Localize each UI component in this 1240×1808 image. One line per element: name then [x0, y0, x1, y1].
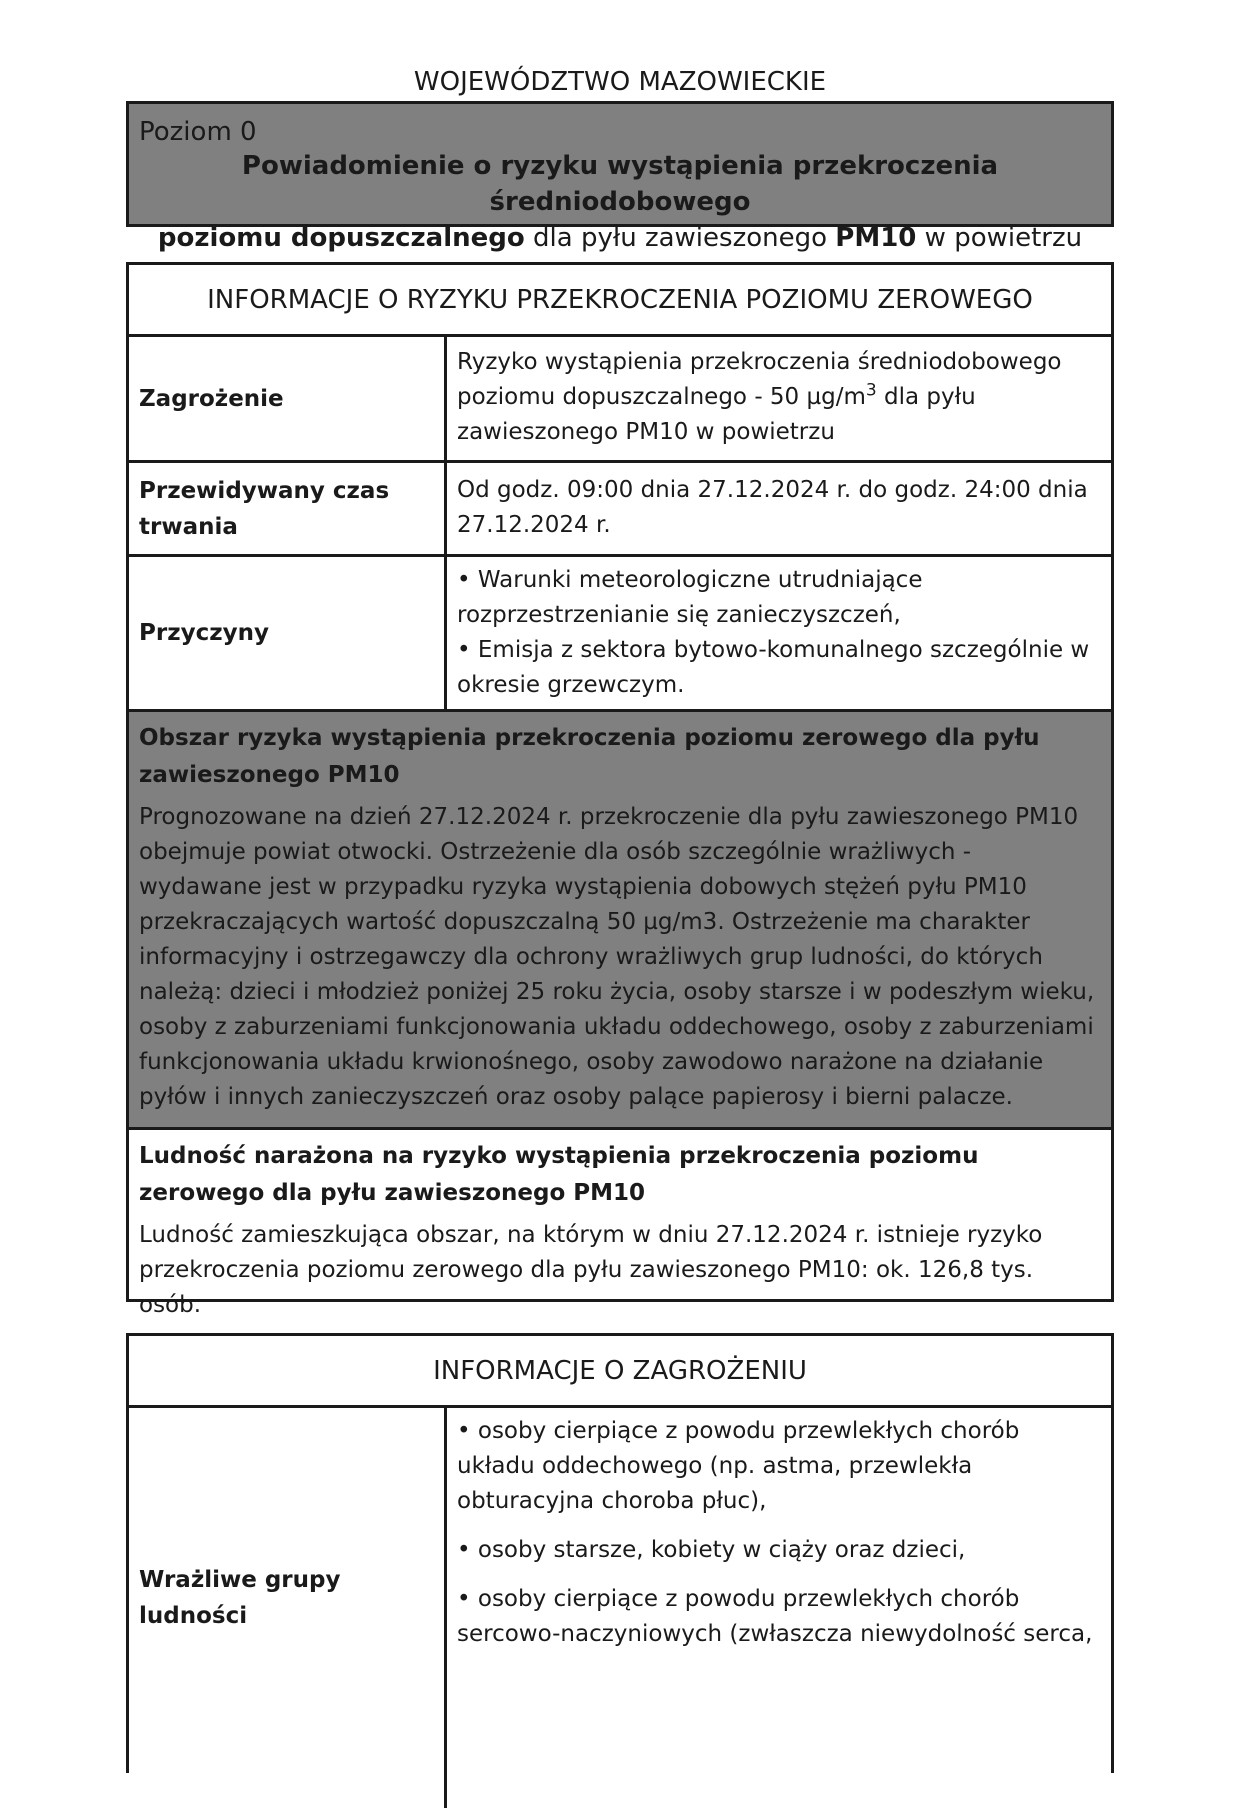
threat-value	[447, 337, 1111, 460]
group-item: • osoby cierpiące z powodu przewlekłych chorób układu oddechowego (np. astma, przewlekła obturacyjna choroba płuc),	[457, 1418, 1020, 1514]
alert-desc-part2: dla pyłu zawieszonego	[533, 223, 828, 253]
duration-row	[129, 463, 1111, 557]
threat-label: Zagrożenie	[129, 337, 447, 460]
sensitive-groups-list	[447, 1408, 1111, 1808]
duration-value: Od godz. 09:00 dnia 27.12.2024 r. do godz. 24:00 dnia 27.12.2024 r.	[457, 477, 1088, 538]
risk-area-text: Prognozowane na dzień 27.12.2024 r. przekroczenie dla pyłu zawieszonego PM10 obejmuje powiat otwocki. Ostrzeżenie dla osób szczególnie wrażliwych - wydawane jest w przypadku ryzyka wystąpienia dobowych stężeń pyłu PM10 przekraczających wartość dopuszczalną 50 µg/m3. Ostrzeżenie ma charakter informacyjny i ostrzegawczy dla ochrony wrażliwych grup ludności, do których należą: dzieci i młodzież poniżej 25 roku życia, osoby starsze i w podeszłym wieku, osoby z zaburzeniami funkcjonowania układu oddechowego, osoby z zaburzeniami funkcjonowania układu krwionośnego, osoby zawodowo narażone na działanie pyłów i innych zanieczyszczeń oraz osoby palące papierosy i bierni palacze.	[139, 804, 1095, 1110]
causes-row	[129, 557, 1111, 712]
group-item: • osoby cierpiące z powodu przewlekłych chorób sercowo-naczyniowych (zwłaszcza niewydolność serca,	[457, 1586, 1093, 1647]
document-title: WOJEWÓDZTWO MAZOWIECKIE	[413, 67, 827, 97]
duration-label: Przewidywany czas trwania	[129, 463, 447, 554]
alert-level-box	[126, 101, 1114, 253]
sensitive-groups-label: Wrażliwe grupy ludności	[129, 1408, 447, 1808]
risk-area-section	[129, 712, 1111, 1130]
cause-item: • Emisja z sektora bytowo-komunalnego szczególnie w okresie grzewczym.	[457, 637, 1090, 698]
population-section	[129, 1130, 1111, 1318]
risk-info-table	[126, 262, 1114, 1318]
population-heading: Ludność narażona na ryzyko wystąpienia przekroczenia poziomu zerowego dla pyłu zawieszonego PM10	[139, 1143, 979, 1206]
sensitive-groups-row	[129, 1408, 1111, 1808]
cause-item: • Warunki meteorologiczne utrudniające rozprzestrzenianie się zanieczyszczeń,	[457, 567, 923, 628]
group-item: • osoby starsze, kobiety w ciąży oraz dzieci,	[457, 1537, 966, 1563]
alert-desc-part3: w powietrzu	[924, 223, 1083, 253]
threat-info-table	[126, 1333, 1114, 1773]
risk-area-heading: Obszar ryzyka wystąpienia przekroczenia poziomu zerowego dla pyłu zawieszonego PM10	[139, 725, 1040, 788]
threat-value-text-end: dla pyłu zawieszonego PM10 w powietrzu	[457, 384, 976, 445]
threat-value-sup: 3	[865, 380, 877, 401]
population-text: Ludność zamieszkująca obszar, na którym w dniu 27.12.2024 r. istnieje ryzyko przekroczenia poziomu zerowego dla pyłu zawieszonego PM10: ok. 126,8 tys. osób.	[139, 1222, 1043, 1318]
alert-desc-part1: Powiadomienie o ryzyku wystąpienia przekroczenia średniodobowego	[241, 151, 999, 217]
causes-label: Przyczyny	[129, 557, 447, 709]
alert-description	[135, 148, 1105, 256]
threat-value-text: Ryzyko wystąpienia przekroczenia średniodobowego poziomu dopuszczalnego - 50 µg/m	[457, 349, 1062, 410]
threat-table-heading: INFORMACJE O ZAGROŻENIU	[129, 1336, 1111, 1408]
alert-level-label: Poziom 0	[139, 117, 257, 147]
alert-desc-bold: poziomu dopuszczalnego	[157, 223, 525, 253]
alert-desc-pm: PM10	[835, 223, 917, 253]
threat-row	[129, 337, 1111, 463]
risk-table-heading: INFORMACJE O RYZYKU PRZEKROCZENIA POZIOMU ZEROWEGO	[129, 265, 1111, 337]
causes-list	[447, 557, 1111, 709]
